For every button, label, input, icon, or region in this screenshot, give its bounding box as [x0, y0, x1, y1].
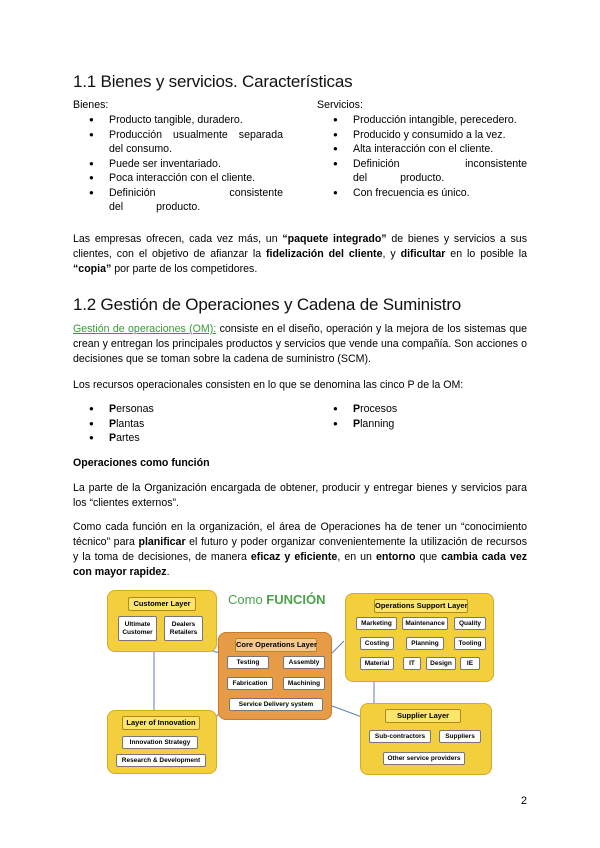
list-item: ● Plantas [73, 417, 273, 432]
supplier-layer-title: Supplier Layer [385, 709, 461, 723]
innovation-layer-title: Layer of Innovation [122, 716, 200, 730]
list-item: ● Producción usualmente separada del consumo. [73, 128, 283, 157]
machining-cell: Machining [283, 677, 325, 690]
servicios-label: Servicios: [317, 99, 363, 111]
list-item: ● Poca interacción con el cliente. [73, 171, 283, 186]
five-p-list-left [73, 402, 273, 446]
testing-cell: Testing [227, 656, 269, 669]
list-item: ● Puede ser inventariado. [73, 157, 283, 172]
dealers-retailers-cell: Dealers Retailers [164, 616, 203, 641]
list-item: ● Producido y consumido a la vez. [317, 128, 527, 143]
operations-diagram [104, 587, 496, 775]
innovation-layer-box [107, 710, 217, 774]
operations-support-title: Operations Support Layer [374, 599, 468, 613]
suppliers-cell: Suppliers [439, 730, 481, 743]
om-definition-paragraph: Gestión de operaciones (OM): consiste en el diseño, operación y la mejora de los sistemas que crean y entregan los principales productos y servicios que vende una compañía. Son acciones o decisiones que se toman sobre la cadena de suministro (SCM). [73, 323, 527, 365]
como-funcion-heading: Como FUNCIÓN [228, 592, 326, 607]
maintenance-cell: Maintenance [402, 617, 448, 630]
ultimate-customer-cell: Ultimate Customer [118, 616, 157, 641]
marketing-cell: Marketing [356, 617, 397, 630]
list-item: ● Definición consistente del producto. [73, 186, 283, 215]
page-number: 2 [520, 795, 527, 807]
list-item: ● Alta interacción con el cliente. [317, 142, 527, 157]
assembly-cell: Assembly [283, 656, 325, 669]
list-item: ● Producción intangible, perecedero. [317, 113, 527, 128]
servicios-list [317, 113, 527, 200]
costing-cell: Costing [360, 637, 394, 650]
list-item: ● Procesos [317, 402, 517, 417]
tooling-cell: Tooling [454, 637, 486, 650]
bienes-label: Bienes: [73, 99, 109, 111]
research-development-cell: Research & Development [116, 754, 206, 767]
list-item: ● Personas [73, 402, 273, 417]
subheading-operaciones-funcion: Operaciones como función [73, 457, 210, 469]
core-operations-title: Core Operations Layer [235, 638, 317, 652]
other-service-providers-cell: Other service providers [383, 752, 465, 765]
innovation-strategy-cell: Innovation Strategy [122, 736, 198, 749]
paquete-integrado-paragraph: Las empresas ofrecen, cada vez más, un “paquete integrado” de bienes y servicios a sus clientes, con el objetivo de afianzar la fidelización del cliente, y dificultar en lo posible la “copia” por parte de los competidores. [73, 233, 527, 275]
om-link[interactable]: Gestión de operaciones (OM): [73, 323, 217, 335]
list-item: ● Planning [317, 417, 517, 432]
conocimiento-paragraph: Como cada función en la organización, el área de Operaciones ha de tener un “conocimiento técnico” para planificar el futuro y poder organizar convenientemente la utilización de recursos y la toma de decisiones, de manera eficaz y eficiente, en un entorno que cambia cada vez con mayor rapidez. [73, 521, 528, 578]
core-operations-box [218, 632, 332, 720]
five-p-list-right [317, 402, 517, 431]
funcion-paragraph: La parte de la Organización encargada de obtener, producir y entregar bienes y servicios para los “clientes externos”. [73, 482, 527, 509]
operations-support-box [345, 593, 494, 682]
ie-cell: IE [460, 657, 480, 670]
material-cell: Material [360, 657, 394, 670]
supplier-layer-box [360, 703, 492, 775]
list-item: ● Con frecuencia es único. [317, 186, 527, 201]
service-delivery-cell: Service Delivery system [229, 698, 323, 711]
section-title-operaciones: 1.2 Gestión de Operaciones y Cadena de Suministro [73, 295, 462, 314]
fabrication-cell: Fabrication [227, 677, 273, 690]
customer-layer-title: Customer Layer [128, 597, 196, 611]
quality-cell: Quality [454, 617, 486, 630]
recursos-paragraph: Los recursos operacionales consisten en lo que se denomina las cinco P de la OM: [73, 379, 464, 391]
list-item: ● Definición inconsistente del producto. [317, 157, 527, 186]
list-item: ● Producto tangible, duradero. [73, 113, 283, 128]
design-cell: Design [426, 657, 456, 670]
sub-contractors-cell: Sub-contractors [369, 730, 431, 743]
bienes-list [73, 113, 283, 215]
it-cell: IT [403, 657, 421, 670]
section-title-bienes: 1.1 Bienes y servicios. Características [73, 72, 353, 91]
planning-cell: Planning [406, 637, 444, 650]
customer-layer-box [107, 590, 217, 652]
list-item: ● Partes [73, 431, 273, 446]
